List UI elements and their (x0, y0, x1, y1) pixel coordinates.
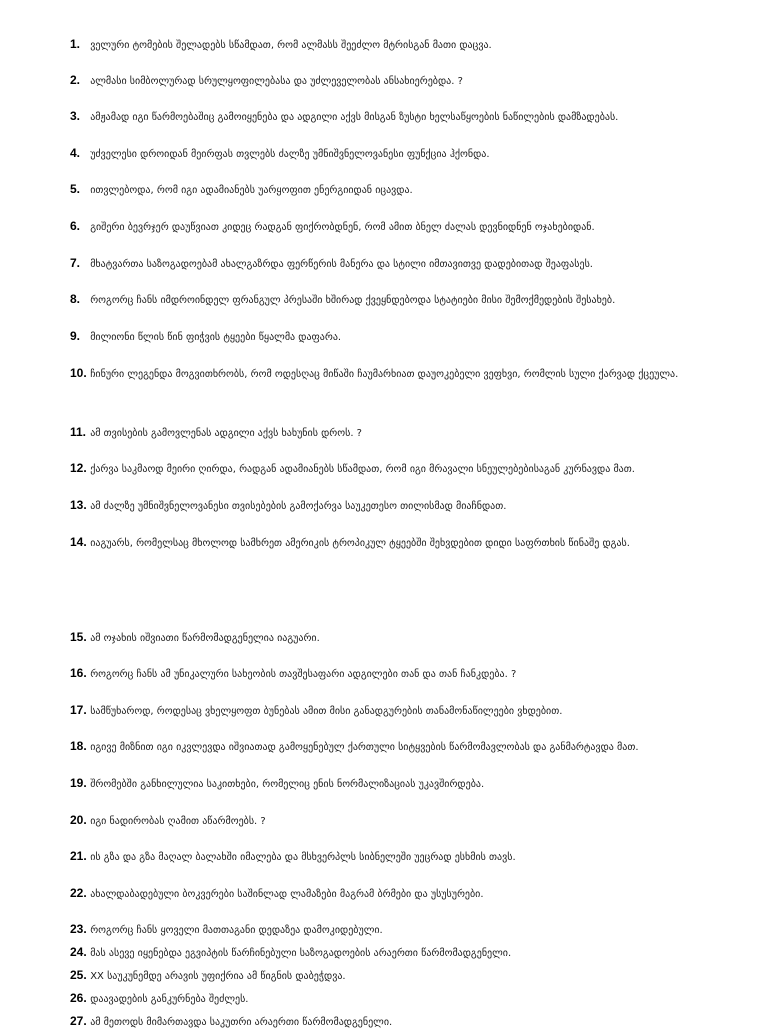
item-number: 2. (70, 73, 81, 87)
item-number: 26. (70, 991, 87, 1005)
list-item (70, 421, 700, 445)
item-number: 21. (70, 849, 87, 863)
item-number: 6. (70, 219, 81, 233)
item-text: ამ თვისების გამოვლენას ადგილი აქვს ხახუნის დროს. ? (90, 428, 362, 439)
list-item (70, 457, 700, 481)
item-text: ამ მეთოდს მიმართავდა საკუთრი არაერთი წარმომადგენელი. (90, 1017, 393, 1028)
item-text: ამ ოჯახის იშვიათი წარმომადგენელია იაგუარი. (90, 633, 320, 644)
item-number: 7. (70, 256, 81, 270)
item-number: 16. (70, 666, 87, 680)
list-item (70, 362, 700, 386)
item-number: 27. (70, 1014, 87, 1028)
item-number: 13. (70, 498, 87, 512)
list-item (70, 33, 700, 57)
item-text: გიშერი ბევრჯერ დაუწვიათ კიდეც რადგან ფიქრობდნენ, რომ ამით ბნელ ძალას დევნიდნენ ოჯახებიდან. (90, 222, 595, 233)
list-item (70, 215, 700, 239)
item-text: მილიონი წლის წინ ფიჭვის ტყეები წყალმა დაფარა. (90, 332, 342, 343)
item-text: XX საუკუნემდე არავის უფიქრია ამ წიგნის დაბეჭდვა. (90, 971, 346, 982)
item-number: 11. (70, 425, 87, 439)
item-number: 15. (70, 630, 87, 644)
list-item (70, 964, 700, 988)
item-number: 9. (70, 329, 81, 343)
list-item (70, 252, 700, 276)
item-number: 19. (70, 776, 87, 790)
item-text: შრომებში განხილულია საკითხები, რომელიც ენის ნორმალიზაციას უკავშირდება. (90, 779, 485, 790)
item-text: ამ ძალზე უმნიშვნელოვანესი თვისებების გამოქარვა საუკეთესო თილისმად მიაჩნდათ. (90, 501, 507, 512)
item-number: 4. (70, 146, 81, 160)
list-item (70, 735, 700, 759)
list-item (70, 882, 700, 906)
item-number: 22. (70, 886, 87, 900)
list-item (70, 662, 700, 686)
item-number: 20. (70, 813, 87, 827)
item-number: 18. (70, 739, 87, 753)
list-item (70, 288, 700, 312)
item-number: 25. (70, 968, 87, 982)
list-item (70, 699, 700, 723)
list-item (70, 178, 700, 202)
list-item (70, 772, 700, 796)
item-text: სამწუხაროდ, როდესაც ვხელყოფთ ბუნებას ამით მისი განადგურების თანამონაწილეები ვხდებით. (90, 706, 563, 717)
list-item (70, 142, 700, 166)
item-text: იგი ნადირობას ღამით აწარმოებს. ? (90, 816, 266, 827)
item-text: ალმასი სიმბოლურად სრულყოფილებასა და უძლეველობას ანსახიერებდა. ? (90, 76, 463, 87)
item-text: ითვლებოდა, რომ იგი ადამიანებს უარყოფით ენერგიიდან იცავდა. (90, 185, 413, 196)
item-number: 14. (70, 535, 87, 549)
item-text: როგორც ჩანს ყოველი მათთაგანი დედაზეა დამოკიდებული. (90, 925, 383, 936)
item-number: 1. (70, 37, 81, 51)
item-number: 5. (70, 182, 81, 196)
list-item (70, 809, 700, 833)
list-item (70, 494, 700, 518)
list-item (70, 325, 700, 349)
item-text: იგივე მიზნით იგი იკვლევდა იშვიათად გამოყენებულ ქართული სიტყვების წარმომავლობას და განმარტავდა მათ. (90, 742, 639, 753)
item-number: 23. (70, 922, 87, 936)
list-item (70, 845, 700, 869)
list-item (70, 105, 700, 129)
item-text: მხატვართა საზოგადოებამ ახალგაზრდა ფერწერის მანერა და სტილი იმთავითვე დადებითად შეაფასეს. (90, 259, 593, 270)
item-text: დაავადების განკურნება შეძლეს. (90, 994, 249, 1005)
item-number: 10. (70, 366, 87, 380)
list-item (70, 941, 700, 965)
item-text: ველური ტომების შელადებს სწამდათ, რომ ალმასს შეეძლო მტრისგან მათი დაცვა. (90, 40, 492, 51)
item-text: უძველესი დროიდან მეირფას თვლებს ძალზე უმნიშვნელოვანესი ფუნქცია ჰქონდა. (90, 149, 490, 160)
item-number: 24. (70, 945, 87, 959)
item-text: ახალდაბადებული ბოკვერები საშინლად ლამაზები მაგრამ ბრმები და უსუსურები. (90, 889, 484, 900)
item-number: 3. (70, 109, 81, 123)
item-text: ის გზა და გზა მაღალ ბალახში იმალება და მსხვერპლს სიბნელეში უეცრად ესხმის თავს. (90, 852, 516, 863)
list-item (70, 987, 700, 1011)
item-text: როგორც ჩანს ამ უნიკალური სახეობის თავშესაფარი ადგილები თან და თან ჩანკდება. ? (90, 669, 517, 680)
item-text: ქარვა საკმაოდ მეირი ღირდა, რადგან ადამიანებს სწამდათ, რომ იგი მრავალი სნეულებებისაგან კურნავდა მათ. (90, 464, 635, 475)
item-number: 17. (70, 703, 87, 717)
list-item (70, 626, 700, 650)
item-text: იაგუარს, რომელსაც მხოლოდ სამხრეთ ამერიკის ტროპიკულ ტყეებში შეხვდებით დიდი საფრთხის წინაშე დგას. (90, 538, 630, 549)
list-item (70, 69, 700, 93)
item-number: 8. (70, 292, 81, 306)
item-number: 12. (70, 461, 87, 475)
item-text: ამჟამად იგი წარმოებაშიც გამოიყენება და ადგილი აქვს მისგან ზუსტი ხელსაწყოების ნაწილების დამზადებას. (90, 112, 619, 123)
list-item (70, 531, 700, 555)
item-text: მას ასევე იყენებდა ეგვიპტის წარჩინებული საზოგადოების არაერთი წარმომადგენელი. (90, 948, 512, 959)
list-item (70, 1010, 700, 1034)
item-text: როგორც ჩანს იმდროინდელ ფრანგულ პრესაში ხშირად ქვეყნდებოდა სტატიები მისი შემოქმედების შესახებ. (90, 295, 616, 306)
list-item (70, 918, 700, 942)
item-text: ჩინური ლეგენდა მოგვითხრობს, რომ ოდესღაც მიწაში ჩაუმარხიათ დაუოკებელი ვეფხვი, რომლის სული ქარვად ქცეულა. (90, 369, 679, 380)
